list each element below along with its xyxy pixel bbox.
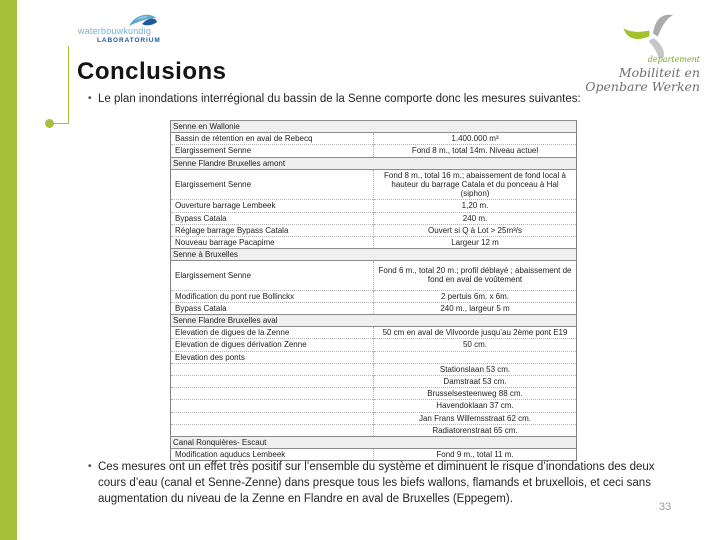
- table-row: [171, 351, 577, 363]
- bullet-intro-text: Le plan inondations interrégional du bassin de la Senne comporte donc les mesures suivantes:: [98, 93, 581, 105]
- measure-label: [171, 424, 374, 436]
- section-label: Senne en Wallonie: [171, 121, 577, 133]
- measure-label: Elargissement Senne: [171, 261, 374, 290]
- measure-label: Elargissement Senne: [171, 145, 374, 157]
- logo-text-waterbouwkundig: waterbouwkundig: [78, 26, 152, 36]
- table-section-row: [171, 121, 577, 133]
- measure-label: Elargissement Senne: [171, 169, 374, 200]
- table-section-row: [171, 315, 577, 327]
- measure-label: Elevation de digues de la Zenne: [171, 327, 374, 339]
- table-row: [171, 145, 577, 157]
- mow-text-mobiliteit: Mobiliteit en: [618, 64, 700, 80]
- table-row: [171, 388, 577, 400]
- bullet-marker: •: [88, 93, 92, 104]
- table-row: [171, 375, 577, 387]
- table-row: [171, 290, 577, 302]
- measure-label: [171, 400, 374, 412]
- measure-value: 2 pertuis 6m. x 6m.: [374, 290, 577, 302]
- table-row: [171, 424, 577, 436]
- measure-value: 1.400.000 m³: [374, 133, 577, 145]
- measure-value: 50 cm en aval de Vilvoorde jusqu’au 2ème pont E19: [374, 327, 577, 339]
- measure-value: 1,20 m.: [374, 200, 577, 212]
- measure-label: Nouveau barrage Pacapime: [171, 236, 374, 248]
- measure-label: Elevation des ponts: [171, 351, 374, 363]
- table-section-row: [171, 249, 577, 261]
- table-row: [171, 169, 577, 200]
- section-label: Senne à Bruxelles: [171, 249, 577, 261]
- measure-label: [171, 375, 374, 387]
- mow-logo-text: [585, 56, 700, 93]
- measure-value: Radiatorenstraat 65 cm.: [374, 424, 577, 436]
- measure-label: Ouverture barrage Lembeek: [171, 200, 374, 212]
- bullet-conclusion-text: Ces mesures ont un effet très positif sur l’ensemble du système et diminuent le risque d’inondations des deux cours d’eau (canal et Senne-Zenne) dans presque tous les biefs wallons, flamands et bruxellois, et ceci sans augmentation du niveau de la Zenne en Flandre en aval de Bruxelles (Eppegem).: [98, 461, 655, 505]
- table-row: [171, 133, 577, 145]
- measure-value: Damstraat 53 cm.: [374, 375, 577, 387]
- table-section-row: [171, 436, 577, 448]
- accent-callout-line-vertical: [68, 46, 69, 124]
- table-row: [171, 339, 577, 351]
- page-title: Conclusions: [77, 58, 227, 85]
- measure-value: Stationslaan 53 cm.: [374, 363, 577, 375]
- page-number: 33: [659, 501, 672, 513]
- measure-value: Fond 9 m., total 11 m.: [374, 449, 577, 461]
- measure-value: Havendoklaan 37 cm.: [374, 400, 577, 412]
- table-row: [171, 261, 577, 290]
- mow-text-openbare-werken: Openbare Werken: [585, 78, 700, 94]
- table-row: [171, 302, 577, 314]
- measure-label: Bassin de rétention en aval de Rebecq: [171, 133, 374, 145]
- measure-label: Elevation de digues dérivation Zenne: [171, 339, 374, 351]
- bullet-marker: •: [88, 461, 92, 472]
- measure-label: [171, 363, 374, 375]
- waterbouwkundig-laboratorium-logo: [78, 11, 173, 51]
- measure-value: Ouvert si Q à Lot > 25m³/s: [374, 224, 577, 236]
- measure-value: 50 cm.: [374, 339, 577, 351]
- measure-label: Bypass Catala: [171, 302, 374, 314]
- table-row: [171, 224, 577, 236]
- bullet-conclusion: [88, 459, 676, 507]
- table-row: [171, 212, 577, 224]
- measure-value: Brusselsesteenweg 88 cm.: [374, 388, 577, 400]
- measure-label: Réglage barrage Bypass Catala: [171, 224, 374, 236]
- table-row: [171, 400, 577, 412]
- table-row: [171, 363, 577, 375]
- measure-value: Largeur 12 m: [374, 236, 577, 248]
- departement-mow-logo: [572, 10, 702, 100]
- logo-text-laboratorium: LABORATORIUM: [97, 37, 161, 44]
- measure-value: Jan Frans Willemsstraat 62 cm.: [374, 412, 577, 424]
- left-accent-bar: [0, 0, 17, 540]
- section-label: Canal Ronquières- Escaut: [171, 436, 577, 448]
- mow-text-departement: departement: [647, 55, 700, 64]
- table-row: [171, 327, 577, 339]
- section-label: Senne Flandre Bruxelles aval: [171, 315, 577, 327]
- measure-label: Modification du pont rue Bollinckx: [171, 290, 374, 302]
- measure-value: 240 m., largeur 5 m: [374, 302, 577, 314]
- measures-table: [170, 120, 577, 461]
- measure-label: Modification aquducs Lembeek: [171, 449, 374, 461]
- bullet-intro: [88, 91, 673, 107]
- measure-label: Bypass Catala: [171, 212, 374, 224]
- measure-value: [374, 351, 577, 363]
- measure-value: Fond 6 m., total 20 m.; profil déblayé ; abaissement de fond en aval de voûtement: [374, 261, 577, 290]
- measure-label: [171, 388, 374, 400]
- measure-label: [171, 412, 374, 424]
- table-row: [171, 236, 577, 248]
- table-row: [171, 412, 577, 424]
- table-row: [171, 200, 577, 212]
- section-label: Senne Flandre Bruxelles amont: [171, 157, 577, 169]
- pinwheel-icon: [622, 10, 680, 58]
- measure-value: Fond 8 m., total 16 m.; abaissement de fond local à hauteur du barrage Catala et du ponceau à Hal (siphon): [374, 169, 577, 200]
- table-section-row: [171, 157, 577, 169]
- accent-callout-line-horizontal: [53, 123, 68, 124]
- measure-value: Fond 8 m., total 14m. Niveau actuel: [374, 145, 577, 157]
- measure-value: 240 m.: [374, 212, 577, 224]
- measures-table-body: [171, 121, 577, 461]
- accent-callout-dot: [45, 119, 54, 128]
